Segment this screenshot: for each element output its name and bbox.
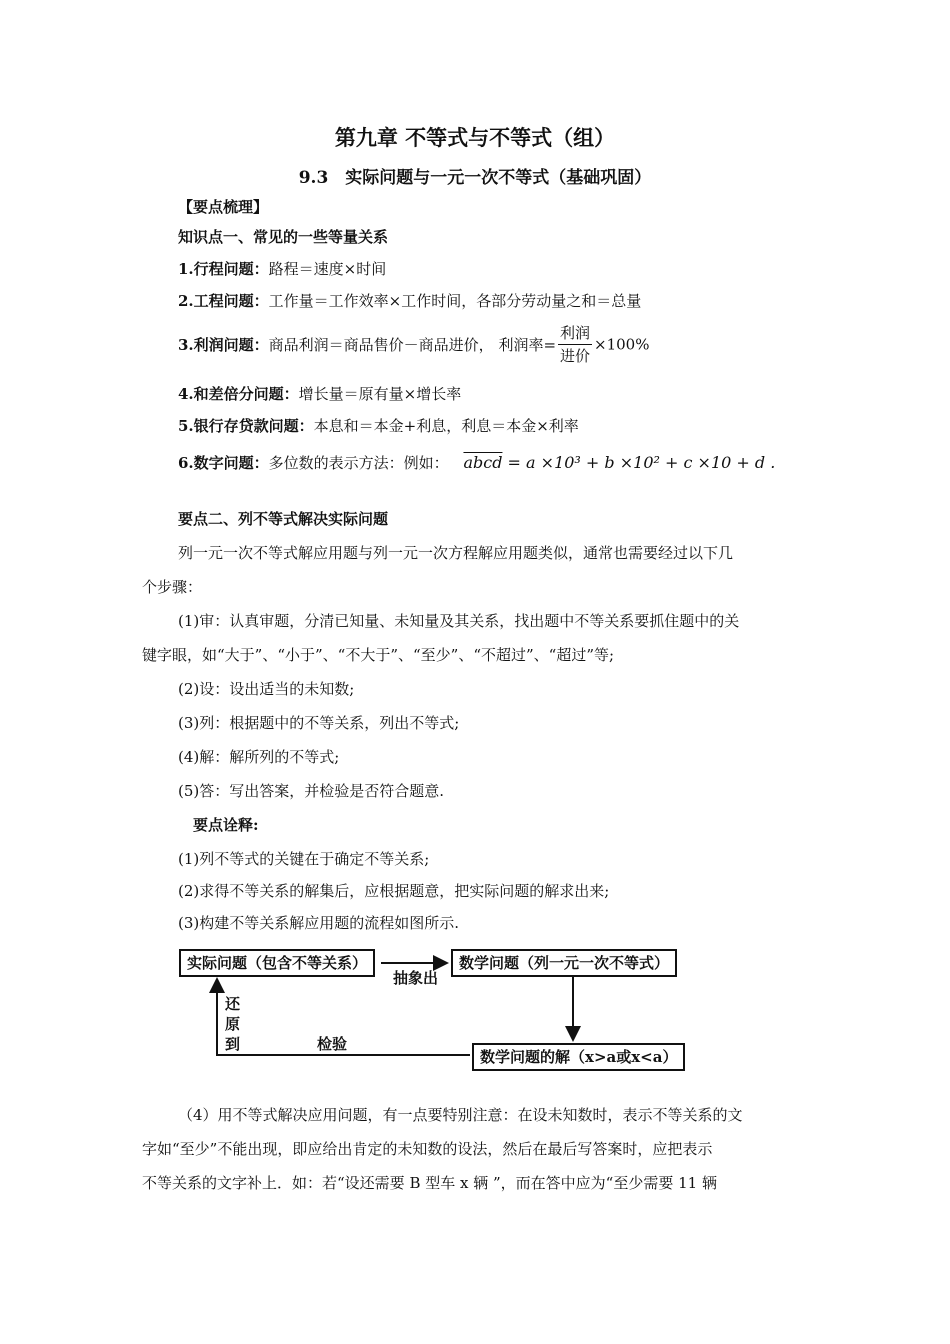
box-real-problem: 实际问题（包含不等关系） bbox=[179, 949, 375, 977]
overline-abcd: abcd bbox=[463, 453, 503, 472]
box-math-problem: 数学问题（列一元一次不等式） bbox=[451, 949, 677, 977]
label-restore-3: 到 bbox=[225, 1035, 241, 1053]
item-ratio bbox=[178, 383, 461, 404]
item-text: 商品利润＝商品售价－商品进价， 利润率= bbox=[268, 336, 557, 354]
intro-line1: 列一元一次不等式解应用题与列一元一次方程解应用题类似，通常也需要经过以下几 bbox=[178, 544, 734, 562]
note3: (3)构建不等关系解应用题的流程如图所示. bbox=[178, 914, 460, 932]
step3: (3)列：根据题中的不等关系，列出不等式; bbox=[178, 714, 460, 732]
step1-line2: 键字眼，如“大于”、“小于”、“不大于”、“至少”、“不超过”、“超过”等; bbox=[142, 646, 615, 664]
item-travel bbox=[178, 258, 386, 279]
item-digits bbox=[178, 452, 775, 473]
item-profit bbox=[178, 322, 649, 367]
step4: (4)解：解所列的不等式; bbox=[178, 748, 340, 766]
box-math-solution: 数学问题的解（x>a或x<a） bbox=[472, 1043, 685, 1071]
section-subtitle: 9.3 实际问题与一元一次不等式（基础巩固） bbox=[298, 168, 652, 188]
fraction-numerator: 利润 bbox=[558, 322, 592, 345]
item-label: 1.行程问题： bbox=[178, 260, 269, 278]
note2: (2)求得不等关系的解集后，应根据题意，把实际问题的解求出来; bbox=[178, 882, 610, 900]
item-bank bbox=[178, 415, 579, 436]
point1-heading: 知识点一、常见的一些等量关系 bbox=[178, 228, 389, 246]
item-text: 本息和＝本金+利息，利息＝本金×利率 bbox=[313, 417, 579, 435]
fraction-tail: ×100% bbox=[594, 335, 650, 354]
notes-heading: 要点诠释: bbox=[193, 816, 259, 834]
page-title: 第九章 不等式与不等式（组） bbox=[334, 125, 616, 150]
item-label: 4.和差倍分问题： bbox=[178, 385, 299, 403]
note4-line3: 不等关系的文字补上．如：若“设还需要 B 型车 x 辆 ”，而在答中应为“至少需要 11 辆 bbox=[142, 1174, 717, 1192]
step5: (5)答：写出答案，并检验是否符合题意. bbox=[178, 782, 445, 800]
intro-line2: 个步骤： bbox=[142, 578, 203, 596]
label-abstract: 抽象出 bbox=[393, 969, 439, 987]
section-header: 【要点梳理】 bbox=[178, 198, 269, 216]
note4-line2: 字如“至少”不能出现，即应给出肯定的未知数的设法，然后在最后写答案时，应把表示 bbox=[142, 1140, 713, 1158]
profit-fraction bbox=[558, 322, 592, 367]
item-text: 路程＝速度×时间 bbox=[268, 260, 387, 278]
item-text: 工作量＝工作效率×工作时间，各部分劳动量之和＝总量 bbox=[268, 292, 642, 310]
item-label: 2.工程问题： bbox=[178, 292, 269, 310]
item-work bbox=[178, 290, 641, 311]
item-label: 5.银行存贷款问题： bbox=[178, 417, 314, 435]
item-label: 6.数字问题： bbox=[178, 454, 269, 472]
label-check: 检验 bbox=[317, 1035, 348, 1053]
point2-heading: 要点二、列不等式解决实际问题 bbox=[178, 510, 389, 528]
note4-line1: （4）用不等式解决应用问题，有一点要特别注意：在设未知数时，表示不等关系的文 bbox=[178, 1106, 743, 1124]
step1-line1: (1)审：认真审题，分清已知量、未知量及其关系，找出题中不等关系要抓住题中的关 bbox=[178, 612, 740, 630]
fraction-denominator: 进价 bbox=[560, 347, 591, 365]
item-text: 多位数的表示方法：例如： bbox=[268, 454, 449, 472]
flowchart bbox=[175, 945, 705, 1075]
item-label: 3.利润问题： bbox=[178, 336, 269, 354]
step2: (2)设：设出适当的未知数; bbox=[178, 680, 355, 698]
formula-rest: = a ×10³ + b ×10² + c ×10 + d . bbox=[507, 453, 776, 472]
note1: (1)列不等式的关键在于确定不等关系; bbox=[178, 850, 430, 868]
digit-formula bbox=[463, 453, 775, 472]
label-restore-1: 还 bbox=[225, 995, 241, 1013]
item-text: 增长量＝原有量×增长率 bbox=[298, 385, 462, 403]
label-restore-2: 原 bbox=[225, 1015, 241, 1033]
